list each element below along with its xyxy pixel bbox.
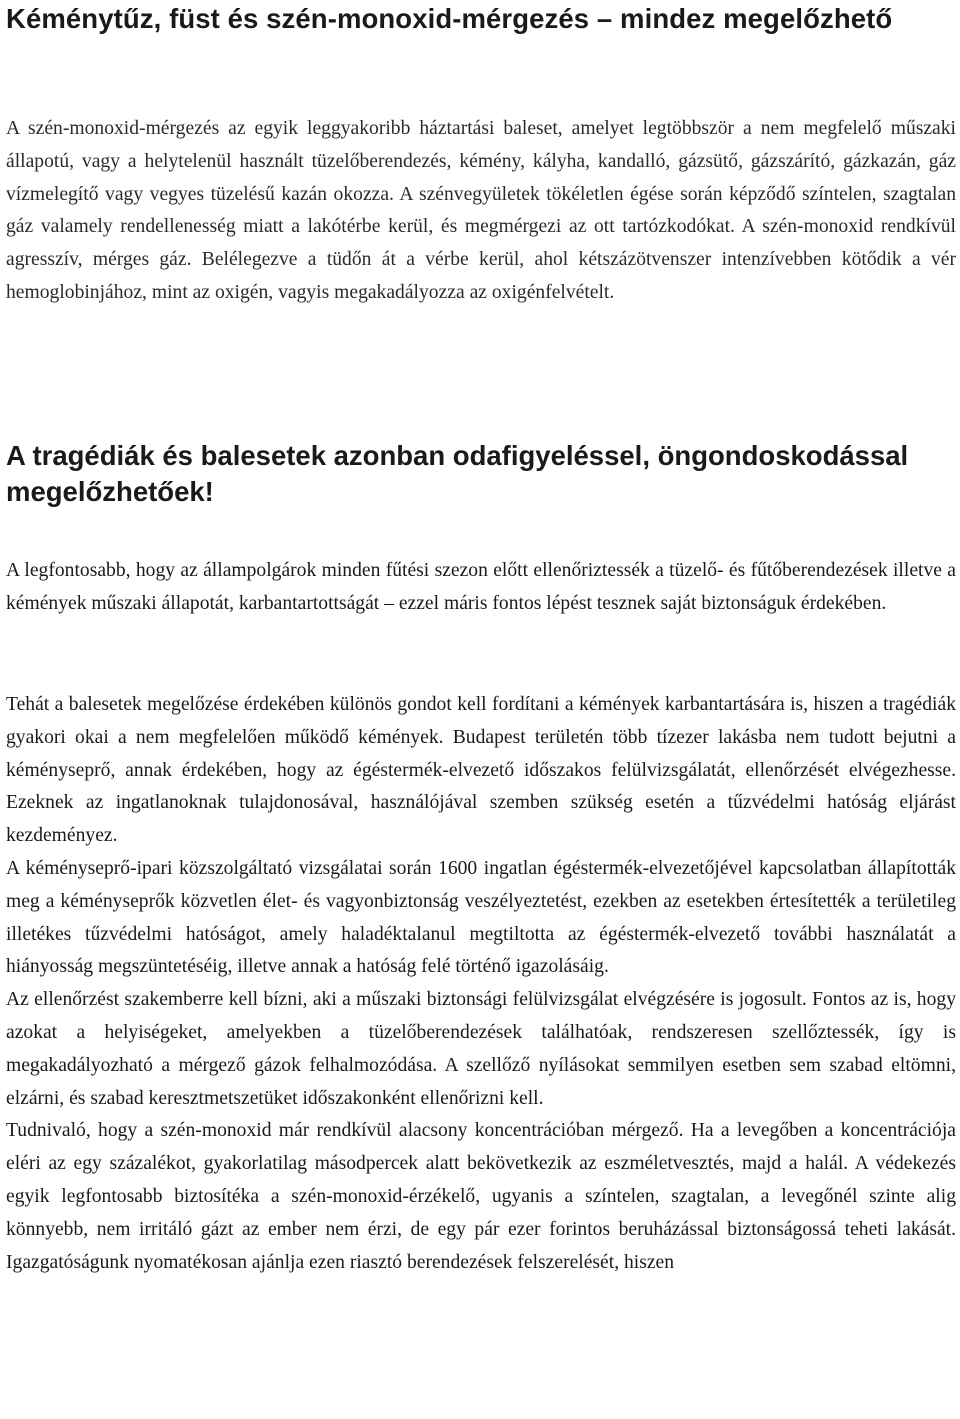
paragraph-inspection: A legfontosabb, hogy az állampolgárok minden fűtési szezon előtt ellenőriztessék a tüzelő- és fűtőberendezések illetve a kémények műszaki állapotát, karbantartottságát – ezzel máris fontos lépést tesznek saját biztonságuk érdekében. — [6, 560, 956, 614]
body-paragraphs — [6, 689, 956, 1279]
document-title: Kéménytűz, füst és szén-monoxid-mérgezés – mindez megelőzhető — [6, 3, 893, 34]
paragraph-inspection-results: A kéményseprő-ipari közszolgáltató vizsgálatai során 1600 ingatlan égéstermék-elvezetőjével kapcsolatban állapították meg a kéményseprők közvetlen élet- és vagyonbiztonság veszélyeztetést, ezekben az esetekben értesítették a területileg illetékes tűzvédelmi hatóságot, amely haladéktalanul megtiltotta az égéstermék-elvezető további használatát a hiányosság megszüntetéséig, illetve annak a hatóság felé történő igazolásáig. — [6, 857, 956, 978]
paragraph-chimney-maintenance: Tehát a balesetek megelőzése érdekében különös gondot kell fordítani a kémények karbantartására is, hiszen a tragédiák gyakori okai a nem megfelelően működő kémények. Budapest területén több tízezer lakásba nem tudott bejutni a kéményseprő, annak érdekében, hogy az égéstermék-elvezető időszakos felülvizsgálatát, ellenőrzését elvégezhesse. Ezeknek az ingatlanoknak tulajdonosával, használójával szemben szükség esetén a tűzvédelmi hatóság eljárást kezdeményez. — [6, 694, 956, 847]
intro-paragraph: A szén-monoxid-mérgezés az egyik leggyakoribb háztartási baleset, amelyet legtöbbször a nem megfelelő műszaki állapotú, vagy a helytelenül használt tüzelőberendezés, kémény, kályha, kandalló, gázsütő, gázszárító, gázkazán, gáz vízmelegítő vagy vegyes tüzelésű kazán okozza. A szénvegyületek tökéletlen égése során képződő színtelen, szagtalan gáz valamely rendellenesség miatt a lakótérbe kerül, és megmérgezi az ott tartózkodókat. A szén-monoxid rendkívül agresszív, mérges gáz. Belélegezve a tüdőn át a vérbe kerül, ahol kétszázötvenszer intenzívebben kötődik a vér hemoglobinjához, mint az oxigén, vagyis megakadályozza az oxigénfelvételt. — [6, 118, 956, 303]
paragraph-co-detector: Tudnivaló, hogy a szén-monoxid már rendkívül alacsony koncentrációban mérgező. Ha a levegőben a koncentrációja eléri az egy százalékot, gyakorlatilag másodpercek alatt bekövetkezik az eszméletvesztés, majd a halál. A védekezés egyik legfontosabb biztosítéka a szén-monoxid-érzékelő, ugyanis a színtelen, szagtalan, a levegőnél szinte alig könnyebb, nem irritáló gázt az ember nem érzi, de egy pár ezer forintos beruházással biztonságossá teheti lakását. Igazgatóságunk nyomatékosan ajánlja ezen riasztó berendezések felszerelését, hiszen — [6, 1120, 956, 1273]
paragraph-ventilation: Az ellenőrzést szakemberre kell bízni, aki a műszaki biztonsági felülvizsgálat elvégzésére is jogosult. Fontos az is, hogy azokat a helyiségeket, amelyekben a tüzelőberendezések találhatóak, rendszeresen szellőztessék, így is megakadályozható a mérgező gázok felhalmozódása. A szellőző nyílásokat semmilyen esetben sem szabad eltömni, elzárni, és szabad keresztmetszetüket időszakonként ellenőrizni kell. — [6, 989, 956, 1109]
document-page — [6, 0, 956, 1273]
section-subheading: A tragédiák és balesetek azonban odafigyeléssel, öngondoskodással megelőzhetőek! — [6, 440, 909, 507]
